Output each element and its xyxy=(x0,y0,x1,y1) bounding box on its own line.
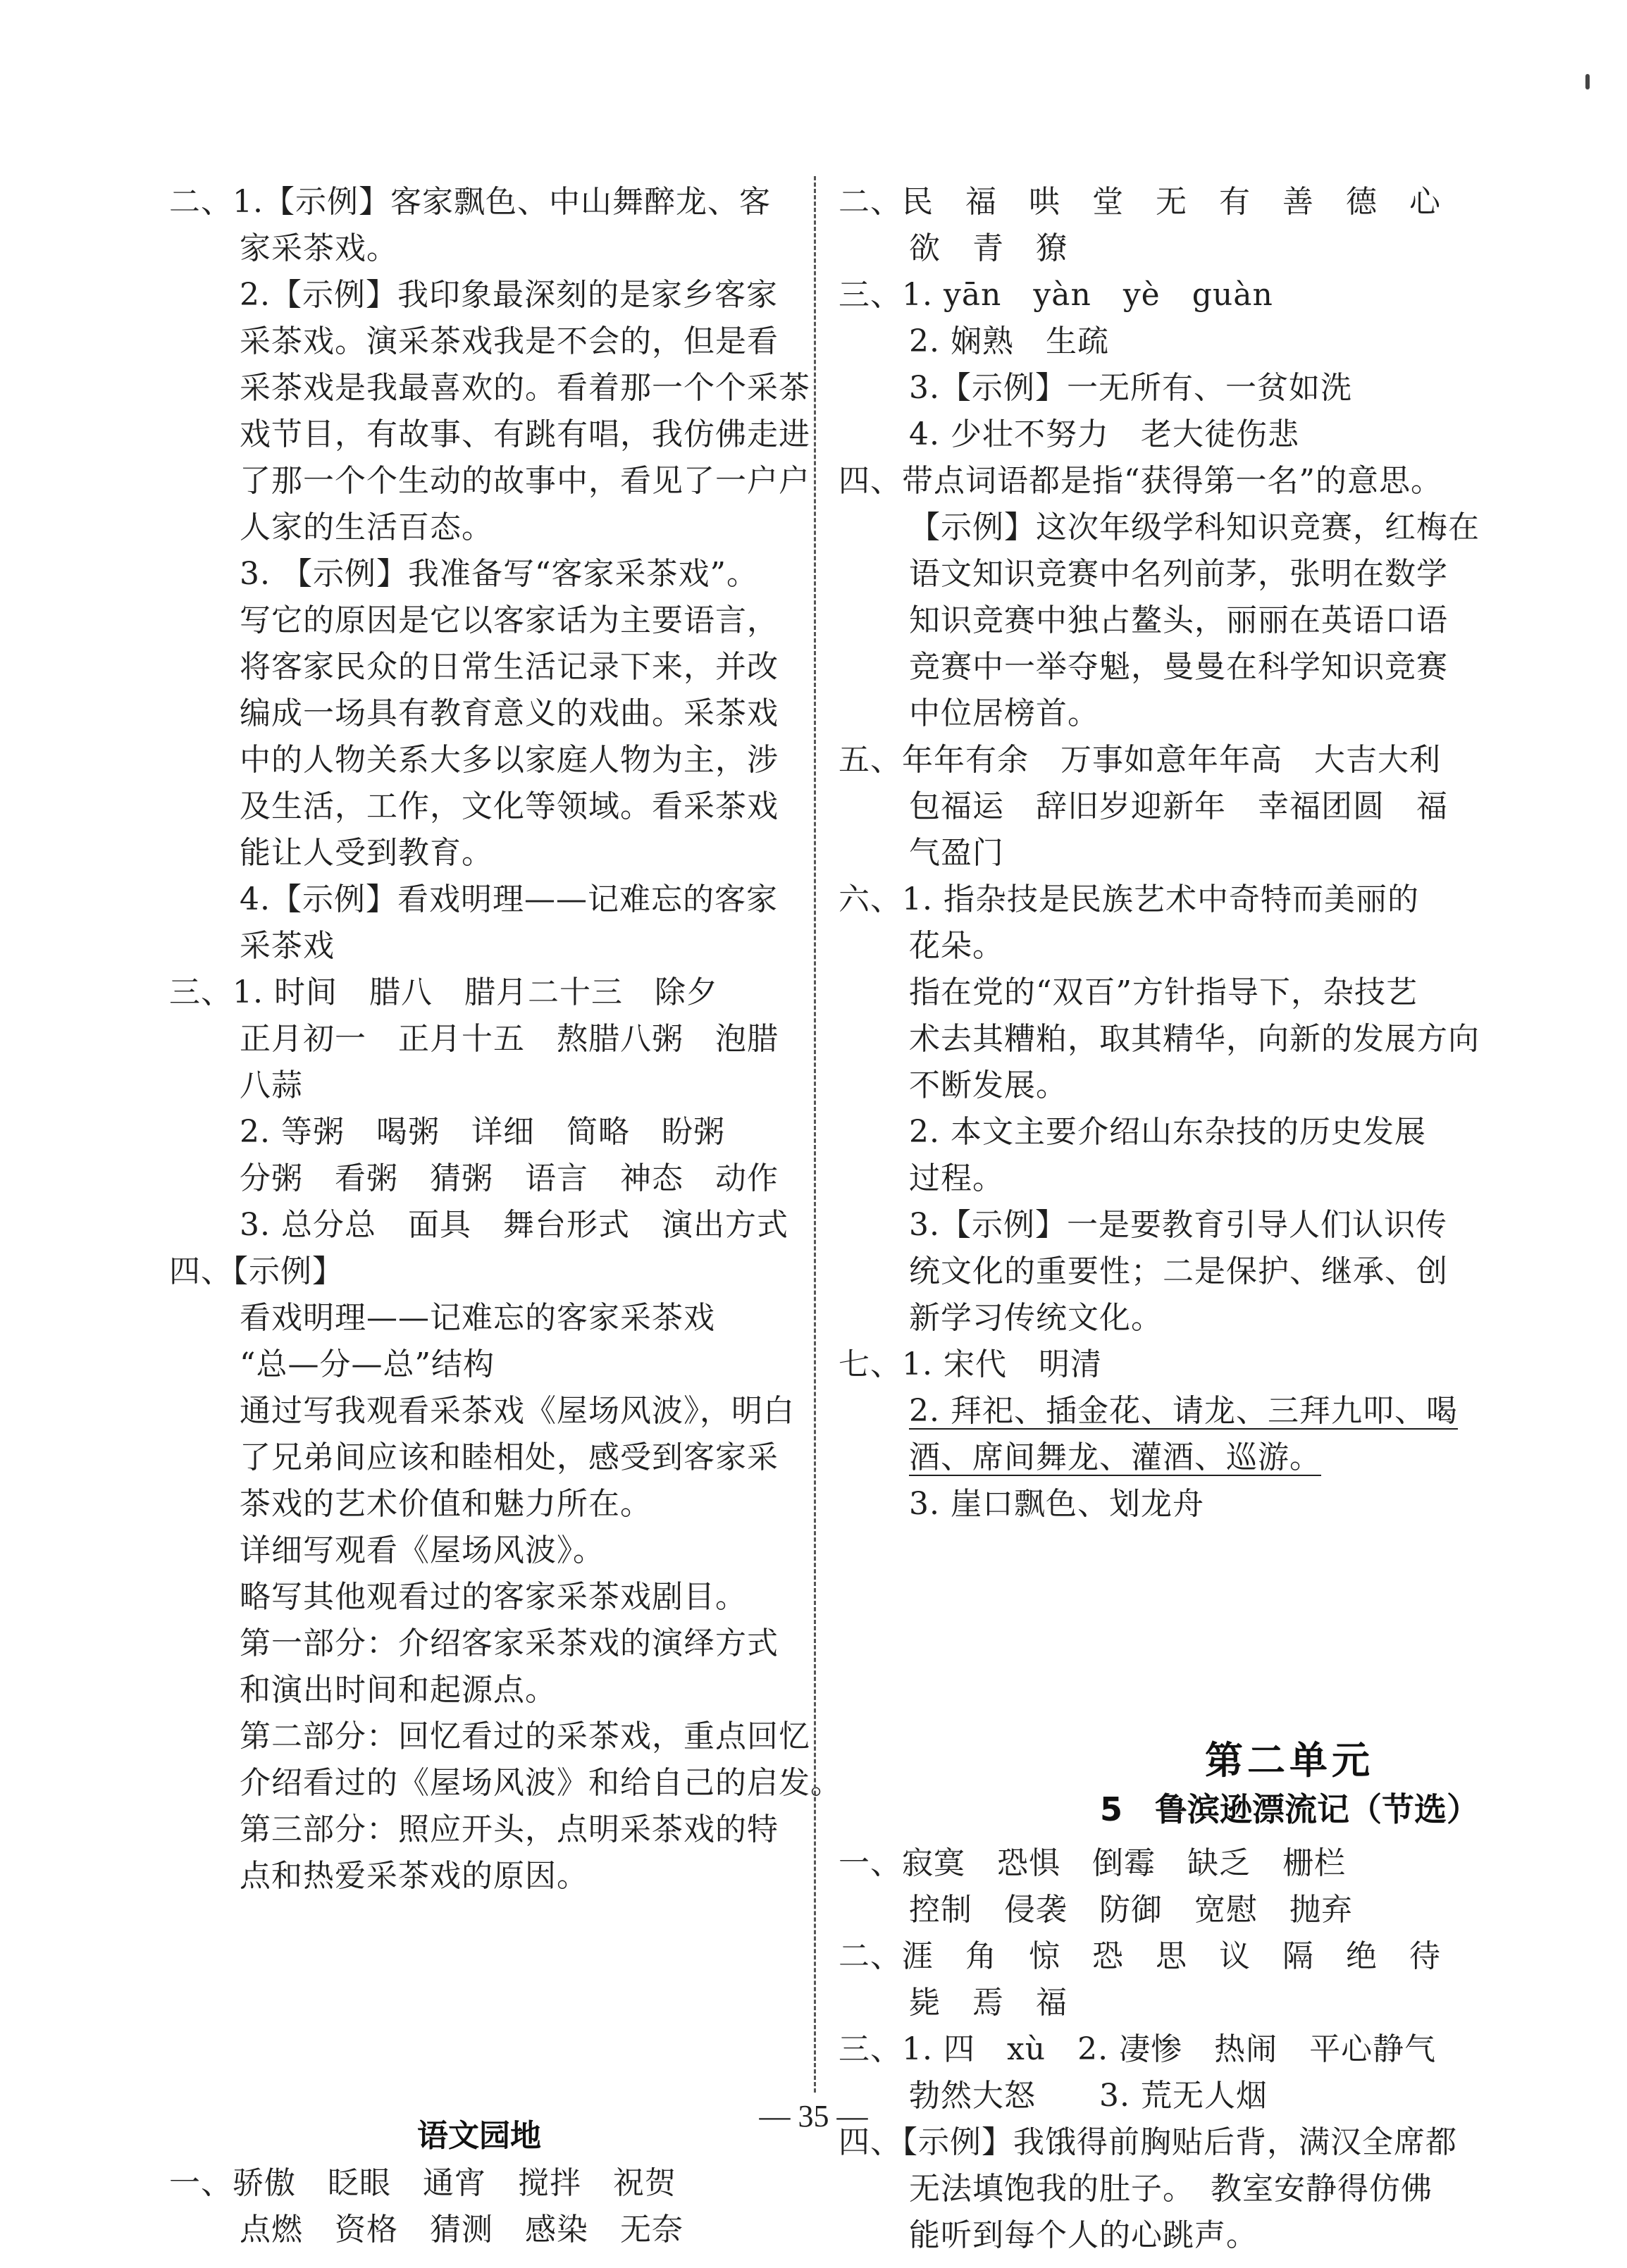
answer-line: 3.【示例】一无所有、一贫如洗 xyxy=(909,370,1352,406)
answer-line: 将客家民众的日常生活记录下来，并改 xyxy=(240,649,779,685)
answer-line: 介绍看过的《屋场风波》和给自己的启发。 xyxy=(240,1765,842,1801)
answer-line: 二、1.【示例】客家飘色、中山舞醉龙、客 xyxy=(169,184,771,220)
answer-line: 正月初一 正月十五 熬腊八粥 泡腊 xyxy=(240,1021,779,1057)
answer-line: 4. 少壮不努力 老大徒伤悲 xyxy=(909,416,1299,452)
answer-line: 2. 等粥 喝粥 详细 简略 盼粥 xyxy=(240,1114,725,1150)
answer-line: 过程。 xyxy=(909,1160,1004,1196)
answer-line: 第三部分：照应开头，点明采茶戏的特 xyxy=(240,1811,779,1847)
answer-line-underlined: 2. 拜祀、插金花、请龙、三拜九叩、喝 xyxy=(909,1393,1458,1429)
answer-line: 花朵。 xyxy=(909,928,1004,964)
answer-line: 第一部分：介绍客家采茶戏的演绎方式 xyxy=(240,1625,779,1661)
answer-line: 三、1. 时间 腊八 腊月二十三 除夕 xyxy=(169,974,718,1010)
answer-line: 四、带点词语都是指“获得第一名”的意思。 xyxy=(839,463,1442,499)
answer-line: 采茶戏 xyxy=(240,928,335,964)
answer-line: 看戏明理——记难忘的客家采茶戏 xyxy=(240,1300,715,1336)
answer-line: 点燃 资格 猜测 感染 无奈 xyxy=(240,2212,683,2248)
answer-line: 写它的原因是它以客家话为主要语言， xyxy=(240,602,779,638)
answer-line: 二、涯 角 惊 恐 思 议 隔 绝 待 xyxy=(839,1938,1441,1974)
answer-line: 了兄弟间应该和睦相处，感受到客家采 xyxy=(240,1439,779,1475)
answer-line: 二、民 福 哄 堂 无 有 善 德 心 xyxy=(839,184,1441,220)
answer-line: 能听到每个人的心跳声。 xyxy=(909,2217,1258,2253)
answer-line: “总—分—总”结构 xyxy=(240,1346,495,1382)
answer-line: 毙 焉 福 xyxy=(909,1985,1068,2021)
answer-line: 【示例】这次年级学科知识竞赛，红梅在 xyxy=(909,509,1480,545)
answer-line: 包福运 辞旧岁迎新年 幸福团圆 福 xyxy=(909,788,1448,824)
answer-line: 新学习传统文化。 xyxy=(909,1300,1163,1336)
answer-line: 第二部分：回忆看过的采茶戏，重点回忆 xyxy=(240,1718,810,1754)
section-heading-garden: 语文园地 xyxy=(417,2118,541,2154)
answer-line: 略写其他观看过的客家采茶戏剧目。 xyxy=(240,1579,747,1615)
answer-line: 三、1. yān yàn yè guàn xyxy=(839,277,1273,313)
answer-line: 家采茶戏。 xyxy=(240,230,398,266)
answer-line: 戏节目，有故事、有跳有唱，我仿佛走进 xyxy=(240,416,810,452)
answer-line: 通过写我观看采茶戏《屋场风波》，明白 xyxy=(240,1393,795,1429)
answer-line: 六、1. 指杂技是民族艺术中奇特而美丽的 xyxy=(839,881,1419,917)
stray-mark xyxy=(1585,74,1590,89)
answer-line: 3.【示例】一是要教育引导人们认识传 xyxy=(909,1207,1447,1243)
answer-line: 统文化的重要性；二是保护、继承、创 xyxy=(909,1253,1448,1289)
answer-line: 七、1. 宋代 明清 xyxy=(839,1346,1102,1382)
answer-line: 术去其糟粕，取其精华，向新的发展方向 xyxy=(909,1021,1480,1057)
answer-line: 无法填饱我的肚子。 教室安静得仿佛 xyxy=(909,2171,1433,2207)
answer-line: 采茶戏是我最喜欢的。看着那一个个采茶 xyxy=(240,370,810,406)
answer-line: 五、年年有余 万事如意年年高 大吉大利 xyxy=(839,742,1441,778)
answer-line: 了那一个个生动的故事中，看见了一户户 xyxy=(240,463,810,499)
answer-line: 不断发展。 xyxy=(909,1067,1068,1103)
answer-line: 四、【示例】我饿得前胸贴后背，满汉全席都 xyxy=(839,2124,1457,2160)
answer-line: 中位居榜首。 xyxy=(909,695,1099,731)
answer-line: 一、骄傲 眨眼 通宵 搅拌 祝贺 xyxy=(169,2165,676,2201)
answer-line-underlined: 酒、席间舞龙、灌酒、巡游。 xyxy=(909,1439,1321,1475)
answer-line: 2. 本文主要介绍山东杂技的历史发展 xyxy=(909,1114,1426,1150)
answer-line: 一、寂寞 恐惧 倒霉 缺乏 栅栏 xyxy=(839,1845,1346,1881)
answer-line: 茶戏的艺术价值和魅力所在。 xyxy=(240,1486,652,1522)
answer-line: 勃然大怒 3. 荒无人烟 xyxy=(909,2078,1268,2114)
answer-line: 指在党的“双百”方针指导下，杂技艺 xyxy=(909,974,1418,1010)
answer-line: 4.【示例】看戏明理——记难忘的客家 xyxy=(240,881,778,917)
answer-line: 中的人物关系大多以家庭人物为主，涉 xyxy=(240,742,779,778)
answer-line: 2.【示例】我印象最深刻的是家乡客家 xyxy=(240,277,778,313)
answer-line: 3. 崖口飘色、划龙舟 xyxy=(909,1486,1204,1522)
answer-line: 点和热爱采茶戏的原因。 xyxy=(240,1858,588,1894)
lesson-title: 5 鲁滨逊漂流记（节选） xyxy=(1099,1790,1480,1828)
answer-line: 编成一场具有教育意义的戏曲。采茶戏 xyxy=(240,695,779,731)
page-number: — 35 — xyxy=(759,2099,868,2133)
answer-line: 八蒜 xyxy=(240,1067,303,1103)
answer-line: 人家的生活百态。 xyxy=(240,509,493,545)
answer-line: 三、1. 四 xù 2. 凄惨 热闹 平心静气 xyxy=(839,2031,1437,2067)
unit-title: 第二单元 xyxy=(1205,1738,1374,1783)
answer-line: 四、【示例】 xyxy=(169,1253,344,1289)
answer-line: 3. 总分总 面具 舞台形式 演出方式 xyxy=(240,1207,788,1243)
answer-line: 3. 【示例】我准备写“客家采茶戏”。 xyxy=(240,556,758,592)
answer-line: 知识竞赛中独占鳌头，丽丽在英语口语 xyxy=(909,602,1448,638)
answer-line: 竞赛中一举夺魁，曼曼在科学知识竞赛 xyxy=(909,649,1448,685)
answer-line: 及生活，工作，文化等领域。看采茶戏 xyxy=(240,788,779,824)
answer-line: 语文知识竞赛中名列前茅，张明在数学 xyxy=(909,556,1448,592)
answer-line: 详细写观看《屋场风波》。 xyxy=(240,1532,605,1568)
answer-line: 能让人受到教育。 xyxy=(240,835,493,871)
answer-line: 控制 侵袭 防御 宽慰 抛弃 xyxy=(909,1892,1353,1928)
column-divider xyxy=(814,176,816,2093)
answer-line: 分粥 看粥 猜粥 语言 神态 动作 xyxy=(240,1160,779,1196)
answer-line: 2. 娴熟 生疏 xyxy=(909,323,1109,359)
answer-line: 气盈门 xyxy=(909,835,1004,871)
answer-line: 采茶戏。演采茶戏我是不会的，但是看 xyxy=(240,323,779,359)
answer-line: 和演出时间和起源点。 xyxy=(240,1672,557,1708)
answer-line: 欲 青 獠 xyxy=(909,230,1068,266)
